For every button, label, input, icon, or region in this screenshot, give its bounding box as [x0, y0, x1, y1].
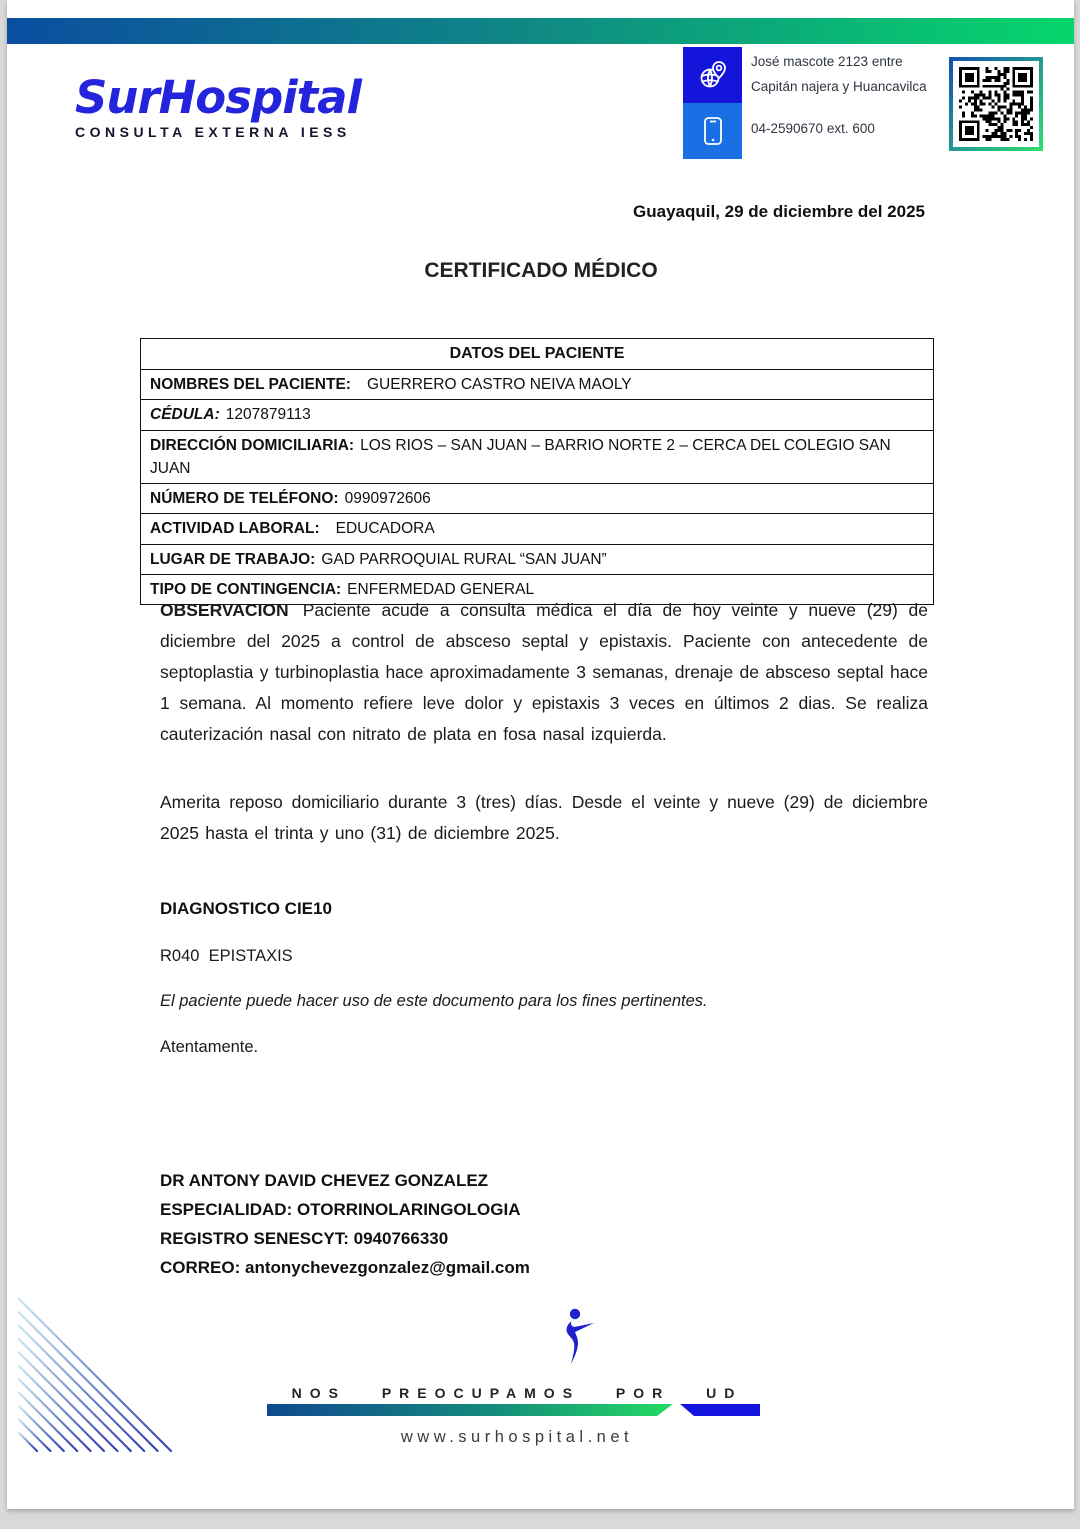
field-label: NOMBRES DEL PACIENTE:	[150, 376, 351, 393]
footer-gradient-bar	[267, 1404, 673, 1416]
qr-code	[949, 57, 1043, 151]
field-label: CÉDULA:	[150, 406, 220, 424]
phone-icon	[683, 103, 742, 159]
doctor-name: DR ANTONY DAVID CHEVEZ GONZALEZ	[160, 1171, 489, 1190]
table-row	[141, 544, 934, 574]
qr-code-pattern	[953, 61, 1039, 147]
table-row	[141, 370, 934, 400]
header-gradient-bar	[7, 18, 1074, 44]
document-page	[7, 0, 1074, 1509]
hospital-logo	[75, 71, 361, 141]
doctor-email: CORREO: antonychevezgonzalez@gmail.com	[160, 1258, 530, 1277]
contact-icon-column	[683, 47, 742, 159]
diagnosis-heading: DIAGNOSTICO CIE10	[160, 899, 332, 918]
document-date: Guayaquil, 29 de diciembre del 2025	[633, 202, 925, 221]
leaping-person-icon	[550, 1306, 604, 1370]
logo-subtitle: CONSULTA EXTERNA IESS	[75, 124, 351, 141]
field-value: GAD PARROQUIAL RURAL “SAN JUAN”	[321, 550, 607, 568]
usage-note: El paciente puede hacer uso de este documento para los fines pertinentes.	[160, 992, 708, 1010]
observation-text: Paciente acude a consulta médica el día de hoy veinte y nueve (29) de diciembre del 2025 a control de absceso septal y epistaxis. Paciente con antecedente de septoplastia y turbinoplastia hace aproximadamente 3 semanas, drenaje de absceso septal hace 1 semana. Al momento refiere leve dolor y epistaxis 3 veces en últimos 2 dias. Se realiza cauterización nasal con nitrato de plata en fosa nasal izquierda.	[160, 600, 928, 744]
table-header: DATOS DEL PACIENTE	[141, 339, 934, 370]
field-label: DIRECCIÓN DOMICILIARIA:	[150, 436, 355, 454]
table-row	[141, 400, 934, 430]
address-line-1: José mascote 2123 entre	[751, 54, 903, 69]
footer-slogan: NOS PREOCUPAMOS POR UD	[291, 1385, 743, 1401]
observation-paragraph	[160, 595, 928, 750]
table-header-row	[141, 339, 934, 370]
diagonal-lines-decoration	[15, 1293, 205, 1461]
doctor-signature-block	[160, 1166, 530, 1282]
field-value: 0990972606	[344, 490, 431, 507]
doctor-specialty: ESPECIALIDAD: OTORRINOLARINGOLOGIA	[160, 1200, 521, 1219]
doctor-registry: REGISTRO SENESCYT: 0940766330	[160, 1229, 449, 1248]
logo-title: SurHospital	[75, 71, 361, 124]
address-line-2: Capitán najera y Huancavilca	[751, 79, 927, 94]
field-label: LUGAR DE TRABAJO:	[150, 550, 316, 568]
field-value: LOS RIOS – SAN JUAN – BARRIO NORTE 2 – CERCA DEL COLEGIO SAN JUAN	[150, 436, 891, 477]
phone-number: 04-2590670 ext. 600	[751, 121, 875, 136]
observation-label: OBSERVACION	[160, 600, 289, 620]
field-label: NÚMERO DE TELÉFONO:	[150, 490, 339, 507]
footer-website: www.surhospital.net	[400, 1428, 634, 1446]
table-row	[141, 514, 934, 544]
table-row	[141, 484, 934, 514]
field-label: ACTIVIDAD LABORAL:	[150, 520, 320, 538]
field-value: GUERRERO CASTRO NEIVA MAOLY	[366, 376, 632, 393]
document-title: CERTIFICADO MÉDICO	[424, 259, 658, 282]
footer-blue-bar	[680, 1404, 760, 1416]
field-label: TIPO DE CONTINGENCIA:	[150, 580, 342, 598]
location-icon	[683, 47, 742, 103]
field-value: ENFERMEDAD GENERAL	[347, 580, 535, 598]
field-value: 1207879113	[225, 406, 311, 424]
field-value: EDUCADORA	[335, 520, 435, 538]
diagnosis-code: R040 EPISTAXIS	[160, 947, 293, 965]
patient-data-table	[140, 338, 934, 605]
rest-paragraph: Amerita reposo domiciliario durante 3 (tres) días. Desde el veinte y nueve (29) de diciembre 2025 hasta el trinta y uno (31) de diciembre 2025.	[160, 792, 928, 843]
salutation: Atentamente.	[160, 1038, 259, 1056]
table-row	[141, 430, 934, 484]
